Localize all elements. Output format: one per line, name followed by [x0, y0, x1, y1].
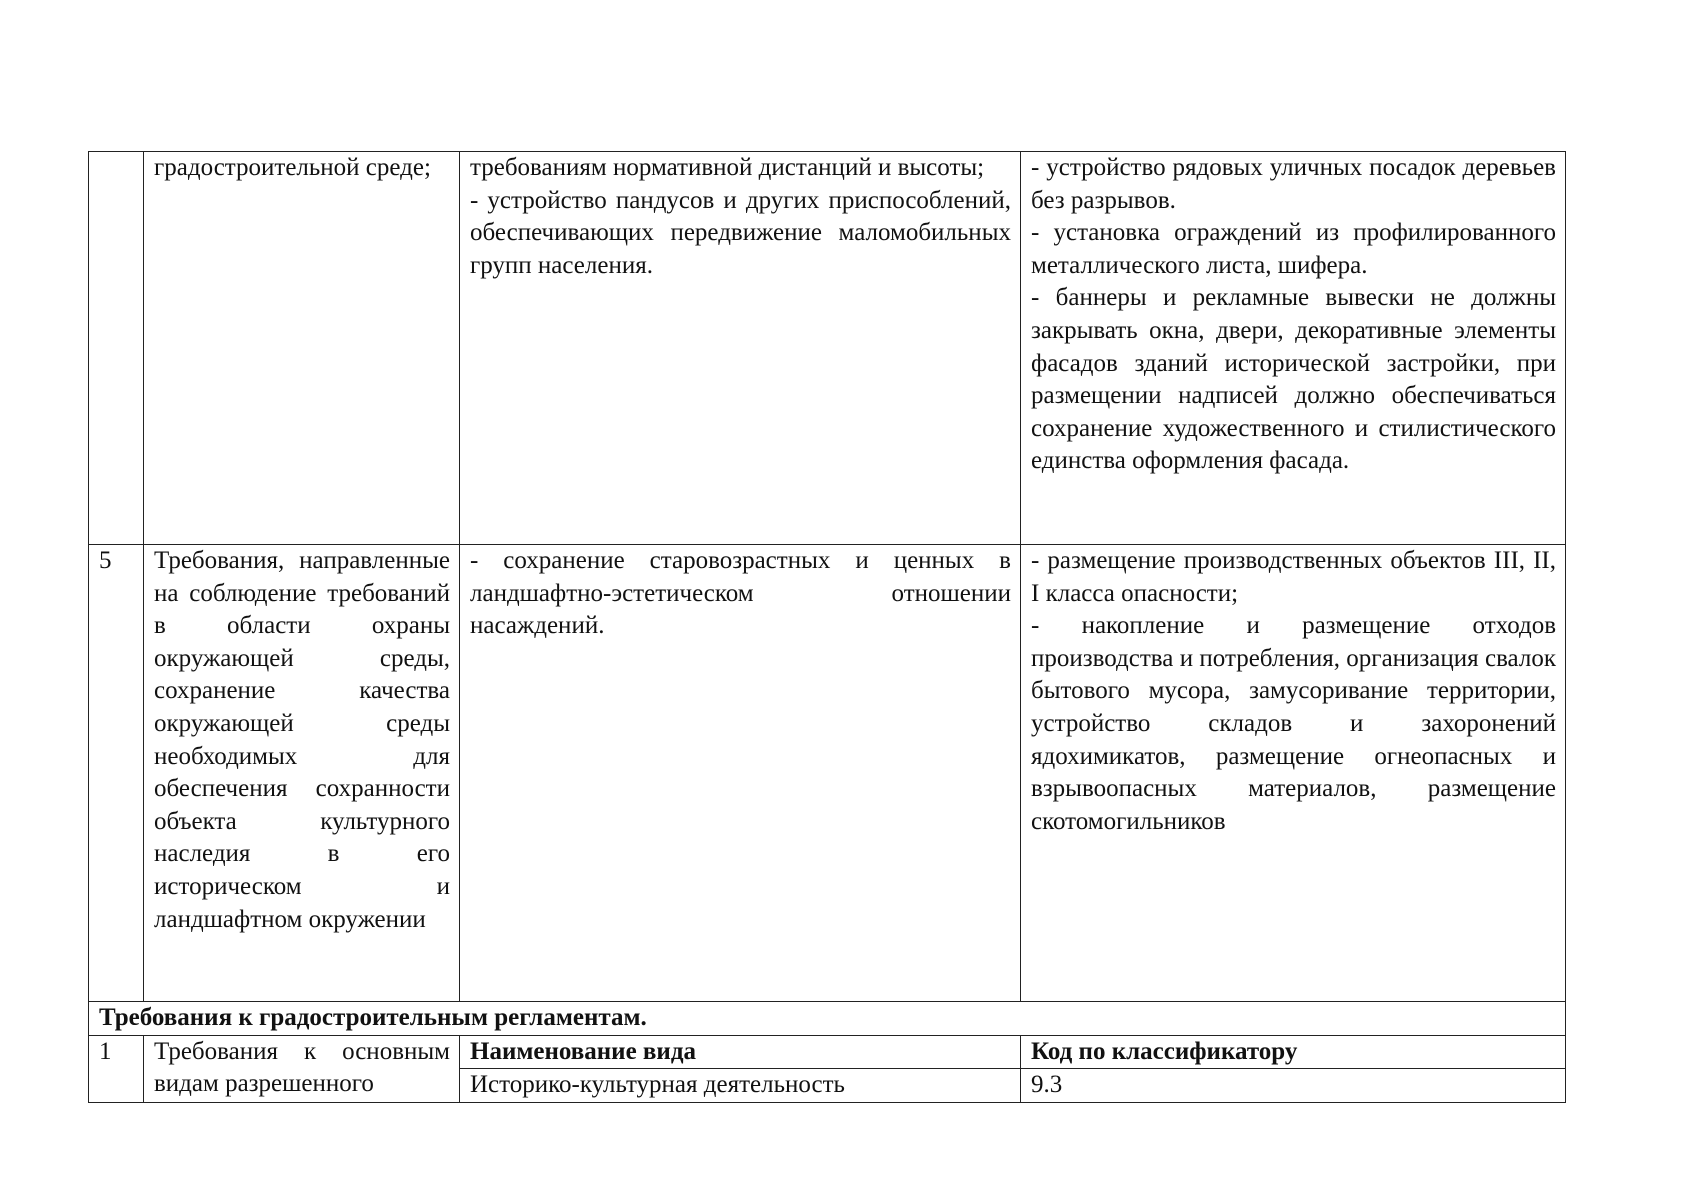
section-heading: Требования к градостроительным регламентам. — [89, 1002, 1566, 1036]
row-number-cell: 5 — [89, 545, 144, 1002]
table-row — [89, 1035, 1566, 1069]
row-number-cell: 1 — [89, 1035, 144, 1102]
table-row — [89, 152, 1566, 545]
prohibited-item: - размещение производственных объектов III, II, I класса опасности; — [1031, 547, 1556, 607]
use-type-name-cell: Историко-культурная деятельность — [460, 1069, 1021, 1103]
column-header-code: Код по классификатору — [1021, 1035, 1566, 1069]
allowed-item: - сохранение старовозрастных и ценных в ландшафтно-эстетическом отношении насаждений. — [470, 547, 1011, 640]
prohibited-item: - баннеры и рекламные вывески не должны закрывать окна, двери, декоративные элементы фасадов зданий исторической застройки, при размещении надписей должно обеспечиваться сохранение художественного и стилистического единства оформления фасада. — [1031, 284, 1556, 475]
allowed-cell — [460, 545, 1021, 1002]
allowed-item: - устройство пандусов и других приспособлений, обеспечивающих передвижение маломобильных групп населения. — [470, 186, 1011, 279]
prohibited-item: - устройство рядовых уличных посадок деревьев без разрывов. — [1031, 154, 1556, 214]
requirement-name-cell: Требования к основным видам разрешенного — [144, 1035, 460, 1102]
prohibited-cell — [1021, 152, 1566, 545]
requirement-name-cell: Требования, направленные на соблюдение требований в области охраны окружающей среды, сохранение качества окружающей среды необходимых для обеспечения сохранности объекта культурного наследия в его историческом и ландшафтном окружении — [144, 545, 460, 1002]
prohibited-item: - установка ограждений из профилированного металлического листа, шифера. — [1031, 219, 1556, 279]
row-number-cell — [89, 152, 144, 545]
table-row — [89, 545, 1566, 1002]
column-header-name: Наименование вида — [460, 1035, 1021, 1069]
allowed-cell — [460, 152, 1021, 545]
allowed-item: требованиям нормативной дистанций и высоты; — [470, 154, 985, 181]
prohibited-cell — [1021, 545, 1566, 1002]
classifier-code-cell: 9.3 — [1021, 1069, 1566, 1103]
section-heading-row — [89, 1002, 1566, 1036]
requirement-name-cell: градостроительной среде; — [144, 152, 460, 545]
requirements-table — [88, 151, 1566, 1103]
prohibited-item: - накопление и размещение отходов производства и потребления, организация свалок бытового мусора, замусоривание территории, устройство складов и захоронений ядохимикатов, размещение огнеопасных и взрывоопасных материалов, размещение скотомогильников — [1031, 612, 1556, 835]
